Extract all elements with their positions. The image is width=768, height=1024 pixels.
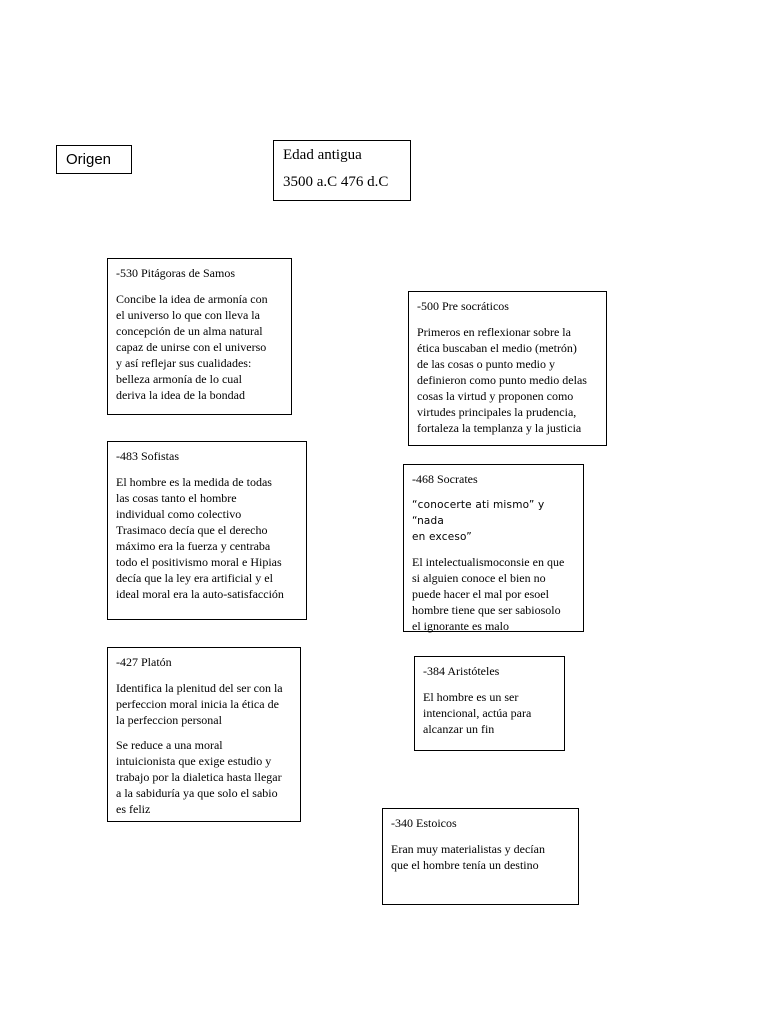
text-line: que el hombre tenía un destino (391, 858, 539, 872)
text-line: El intelectualismoconsie en que (412, 555, 565, 569)
text-line: deriva la idea de la bondad (116, 388, 245, 402)
text-line: ética buscaban el medio (metrón) (417, 341, 577, 355)
aristoteles-title: -384 Aristóteles (423, 664, 500, 678)
text-line: individual como colectivo (116, 507, 242, 521)
platon-box (107, 647, 301, 822)
text-line: la perfeccion personal (116, 713, 222, 727)
socrates-text (412, 554, 575, 634)
pitagoras-box (107, 258, 292, 415)
aristoteles-box (414, 656, 565, 751)
pitagoras-text (116, 291, 283, 403)
estoicos-title: -340 Estoicos (391, 816, 457, 830)
estoicos-text (391, 841, 570, 873)
presocraticos-text (417, 324, 598, 436)
era-title: Edad antigua (283, 147, 362, 163)
text-line: trabajo por la dialetica hasta llegar (116, 770, 282, 784)
text-line: ideal moral era la auto-satisfacción (116, 587, 284, 601)
presocraticos-title: -500 Pre socráticos (417, 299, 509, 313)
text-line: hombre tiene que ser sabiosolo (412, 603, 561, 617)
text-line: Eran muy materialistas y decían (391, 842, 545, 856)
text-line: El hombre es la medida de todas (116, 475, 272, 489)
text-line: puede hacer el mal por esoel (412, 587, 549, 601)
quote-line: “conocerte ati mismo” y “nada (412, 499, 545, 527)
text-line: Concibe la idea de armonía con (116, 292, 268, 306)
text-line: máximo era la fuerza y centraba (116, 539, 271, 553)
origin-label: Origen (66, 151, 112, 168)
estoicos-box (382, 808, 579, 905)
text-line: Identifica la plenitud del ser con la (116, 681, 283, 695)
text-line: intencional, actúa para (423, 706, 532, 720)
text-line: todo el positivismo moral e Hipias (116, 555, 282, 569)
text-line: si alguien conoce el bien no (412, 571, 546, 585)
text-line: es feliz (116, 802, 151, 816)
text-line: intuicionista que exige estudio y (116, 754, 272, 768)
text-line: perfeccion moral inicia la ética de (116, 697, 279, 711)
text-line: belleza armonía de lo cual (116, 372, 242, 386)
pitagoras-title: -530 Pitágoras de Samos (116, 266, 235, 280)
origin-box (56, 145, 132, 174)
text-line: de las cosas o punto medio y (417, 357, 555, 371)
text-line: decía que la ley era artificial y el (116, 571, 273, 585)
era-dates: 3500 a.C 476 d.C (283, 174, 389, 190)
text-line: a la sabiduría ya que solo el sabio (116, 786, 278, 800)
platon-title: -427 Platón (116, 655, 172, 669)
text-line: Trasimaco decía que el derecho (116, 523, 268, 537)
text-line: Se reduce a una moral (116, 738, 223, 752)
text-line: virtudes principales la prudencia, (417, 405, 577, 419)
platon-paragraph-1 (116, 680, 292, 728)
quote-line: en exceso” (412, 531, 472, 543)
socrates-quote (412, 497, 575, 545)
text-line: capaz de unirse con el universo (116, 340, 267, 354)
era-box (273, 140, 411, 201)
text-line: fortaleza la templanza y la justicia (417, 421, 582, 435)
text-line: y así reflejar sus cualidades: (116, 356, 252, 370)
text-line: el ignorante es malo (412, 619, 509, 633)
presocraticos-box (408, 291, 607, 446)
sofistas-title: -483 Sofistas (116, 449, 179, 463)
sofistas-text (116, 474, 298, 602)
text-line: concepción de un alma natural (116, 324, 263, 338)
text-line: alcanzar un fin (423, 722, 495, 736)
text-line: cosas la virtud y proponen como (417, 389, 574, 403)
sofistas-box (107, 441, 307, 620)
socrates-box (403, 464, 584, 632)
text-line: definieron como punto medio delas (417, 373, 587, 387)
socrates-title: -468 Socrates (412, 472, 478, 486)
text-line: El hombre es un ser (423, 690, 519, 704)
text-line: Primeros en reflexionar sobre la (417, 325, 571, 339)
aristoteles-text (423, 689, 556, 737)
text-line: las cosas tanto el hombre (116, 491, 237, 505)
platon-paragraph-2 (116, 737, 292, 817)
text-line: el universo lo que con lleva la (116, 308, 260, 322)
